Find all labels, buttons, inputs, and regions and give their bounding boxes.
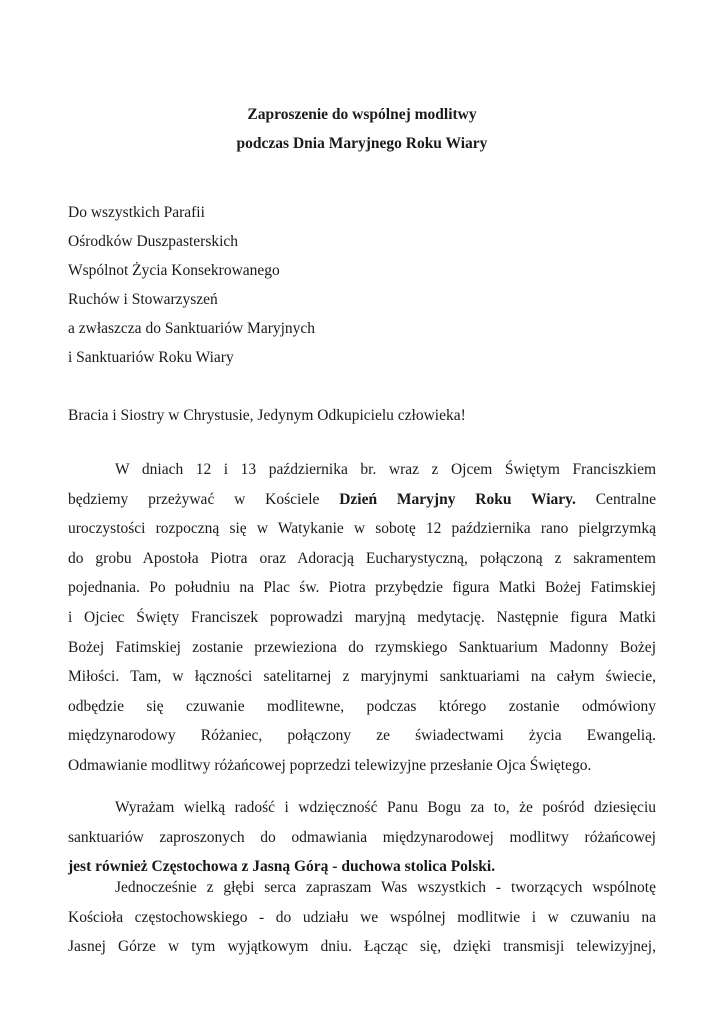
body-paragraph-3 (68, 873, 656, 962)
addressee-line: a zwłaszcza do Sanktuariów Maryjnych (68, 320, 316, 337)
paragraph-line: Wyrażam wielką radość i wdzięczność Panu Bogu za to, że pośród dziesięciu (115, 799, 656, 816)
salutation: Bracia i Siostry w Chrystusie, Jedynym Odkupicielu człowieka! (68, 407, 466, 424)
paragraph-line: pojednania. Po południu na Plac św. Piotra przybędzie figura Matki Bożej Fatimskiej (68, 579, 656, 597)
addressee-line: i Sanktuariów Roku Wiary (68, 349, 234, 366)
addressee-line: Do wszystkich Parafii (68, 204, 205, 221)
addressee-line: Ruchów i Stowarzyszeń (68, 291, 218, 308)
addressee-line: Wspólnot Życia Konsekrowanego (68, 262, 280, 279)
paragraph-line: Kościoła częstochowskiego - do udziału we wspólnej modlitwie i w czuwaniu na (68, 908, 656, 926)
addressee-line: Ośrodków Duszpasterskich (68, 233, 239, 250)
paragraph-line: uroczystości rozpoczną się w Watykanie w sobotę 12 października rano pielgrzymką (68, 520, 656, 538)
paragraph-line: i Ojciec Święty Franciszek poprowadzi maryjną medytację. Następnie figura Matki (68, 608, 656, 626)
paragraph-line: Odmawianie modlitwy różańcowej poprzedzi telewizyjne przesłanie Ojca Świętego. (68, 756, 592, 774)
bold-phrase: Dzień Maryjny Roku Wiary. (339, 490, 576, 508)
document-title-line-1: Zaproszenie do wspólnej modlitwy (247, 106, 477, 123)
paragraph-line: będziemy przeżywać w Kościele Dzień Maryjny Roku Wiary. Centralne (68, 490, 656, 508)
paragraph-line: do grobu Apostoła Piotra oraz Adoracją Eucharystyczną, połączoną z sakramentem (68, 549, 656, 567)
paragraph-line: odbędzie się czuwanie modlitewne, podczas którego zostanie odmówiony (68, 697, 656, 715)
body-paragraph-2 (68, 793, 656, 882)
bold-phrase: jest również Częstochowa z Jasną Górą - duchowa stolica Polski. (68, 858, 496, 876)
paragraph-line: Bożej Fatimskiej zostanie przewieziona do rzymskiego Sanktuarium Madonny Bożej (68, 638, 656, 656)
body-paragraph-1 (68, 455, 656, 781)
paragraph-line: W dniach 12 i 13 października br. wraz z Ojcem Świętym Franciszkiem (115, 461, 656, 478)
paragraph-line: sanktuariów zaproszonych do odmawiania międzynarodowej modlitwy różańcowej (68, 828, 656, 846)
paragraph-line: Miłości. Tam, w łączności satelitarnej z maryjnymi sanktuariami na całym świecie, (68, 668, 656, 686)
paragraph-line: Jednocześnie z głębi serca zapraszam Was wszystkich - tworzących wspólnotę (115, 879, 656, 896)
document-title-line-2: podczas Dnia Maryjnego Roku Wiary (236, 135, 488, 152)
paragraph-line: Jasnej Górze w tym wyjątkowym dniu. Łącząc się, dzięki transmisji telewizyjnej, (68, 938, 656, 956)
paragraph-line: międzynarodowy Różaniec, połączony ze świadectwami życia Ewangelią. (68, 727, 656, 745)
